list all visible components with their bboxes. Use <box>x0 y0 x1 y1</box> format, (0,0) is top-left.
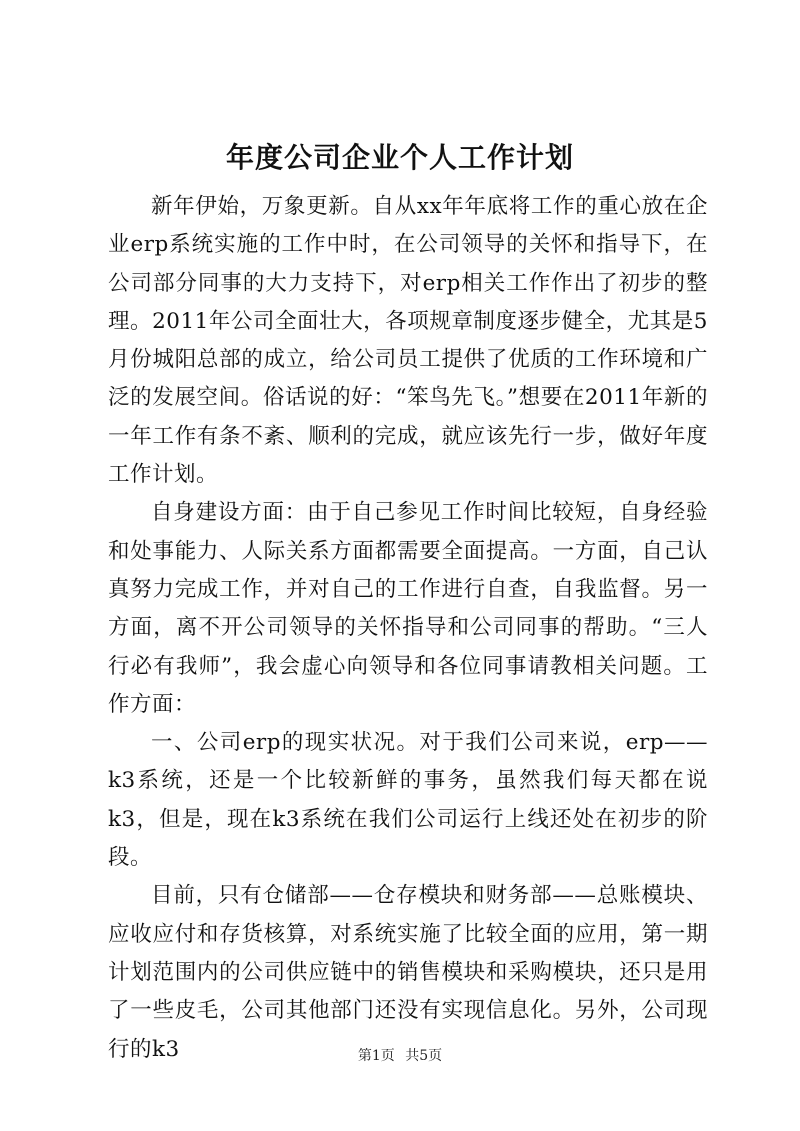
page-total: 共5页 <box>405 1048 443 1064</box>
page-footer <box>0 1046 800 1066</box>
paragraph-erp-status: 一、公司erp的现实状况。对于我们公司来说，erp——k3系统，还是一个比较新鲜的事务，虽然我们每天都在说k3，但是，现在k3系统在我们公司运行上线还处在初步的阶段。 <box>108 730 708 871</box>
page-number: 第1页 <box>357 1048 395 1064</box>
paragraph-intro: 新年伊始，万象更新。自从xx年年底将工作的重心放在企业erp系统实施的工作中时，在公司领导的关怀和指导下，在公司部分同事的大力支持下，对erp相关工作作出了初步的整理。2011年公司全面壮大，各项规章制度逐步健全，尤其是5月份城阳总部的成立，给公司员工提供了优质的工作环境和广泛的发展空间。俗话说的好：“笨鸟先飞。”想要在2011年新的一年工作有条不紊、顺利的完成，就应该先行一步，做好年度工作计划。 <box>108 194 708 488</box>
document-body <box>108 188 708 1069</box>
paragraph-self-development: 自身建设方面：由于自己参见工作时间比较短，自身经验和处事能力、人际关系方面都需要全面提高。一方面，自己认真努力完成工作，并对自己的工作进行自查，自我监督。另一方面，离不开公司领导的关怀指导和公司同事的帮助。“三人行必有我师”，我会虚心向领导和各位同事请教相关问题。工作方面： <box>108 500 708 717</box>
document-title: 年度公司企业个人工作计划 <box>225 141 574 174</box>
paragraph-current-modules: 目前，只有仓储部——仓存模块和财务部——总账模块、应收应付和存货核算，对系统实施了比较全面的应用，第一期计划范围内的公司供应链中的销售模块和采购模块，还只是用了一些皮毛，公司其他部门还没有实现信息化。另外，公司现行的k3 <box>108 883 708 1062</box>
